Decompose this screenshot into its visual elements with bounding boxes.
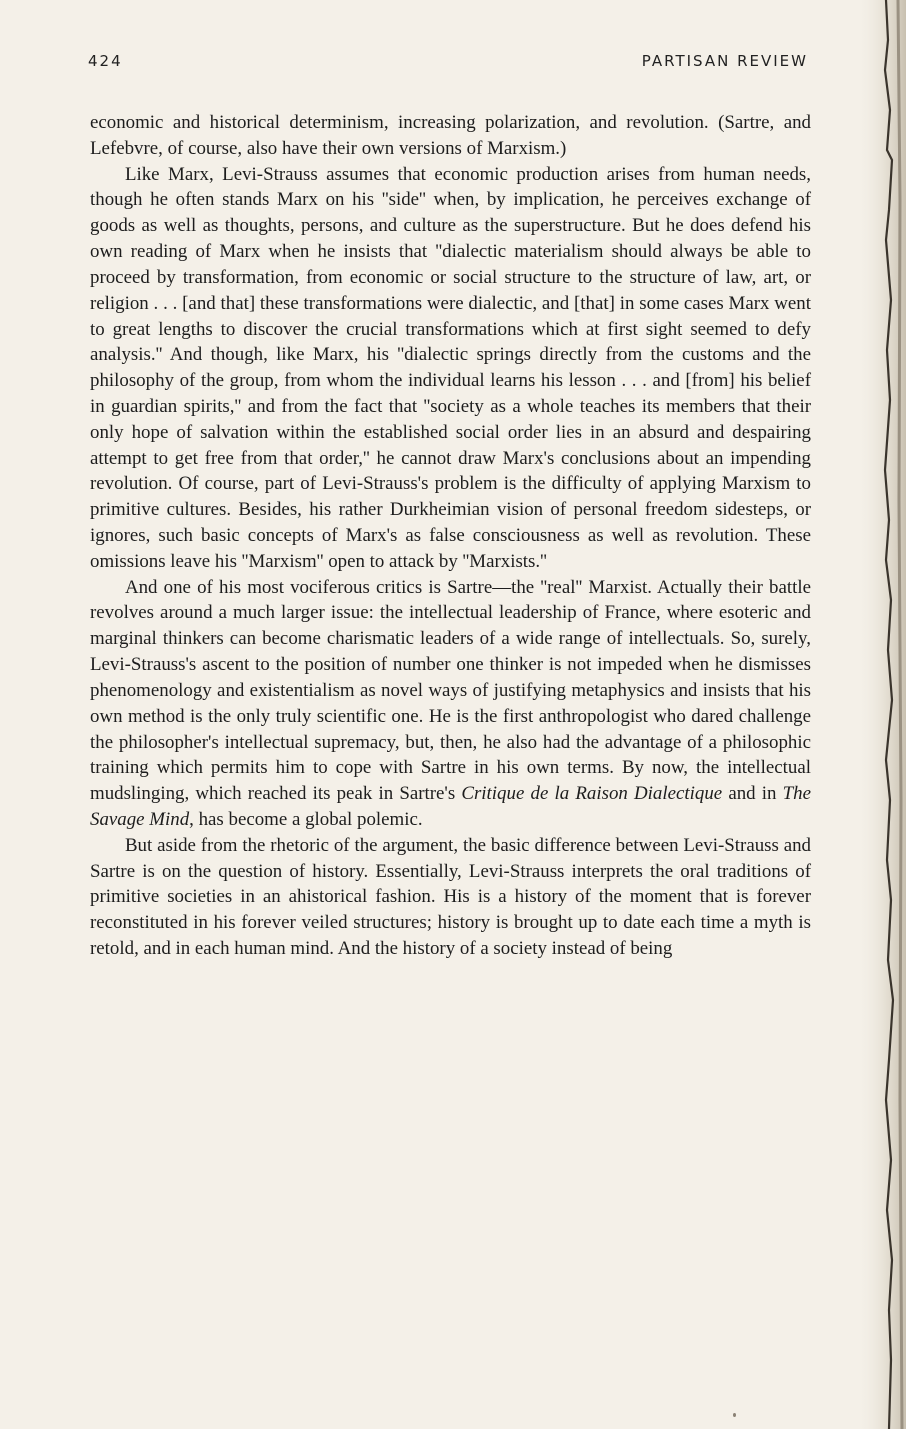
running-head: PARTISAN REVIEW bbox=[641, 52, 808, 70]
paragraph-2: Like Marx, Levi-Strauss assumes that economic production arises from human needs, though he often stands Marx on his ''side'' when, by implication, he perceives exchange of goods as well as thoughts, persons, and culture as the superstructure. But he does defend his own reading of Marx when he insists that ''dialectic materialism should always be able to proceed by transformation, from economic or social structure to the structure of law, art, or religion . . . [and that] these transformations were dialectic, and [that] in some cases Marx went to great lengths to discover the crucial transformations which at first sight seemed to defy analysis.'' And though, like Marx, his ''dialectic springs directly from the customs and the philosophy of the group, from whom the individual learns his lesson . . . and [from] his belief in guardian spirits,'' and from the fact that ''society as a whole teaches its members that their only hope of salvation within the established social order lies in an absurd and despairing attempt to get free from that order,'' he cannot draw Marx's conclusions about an impending revolution. Of course, part of Levi-Strauss's problem is the difficulty of applying Marxism to primitive cultures. Besides, his rather Durkheimian vision of personal freedom sidesteps, or ignores, such basic concepts of Marx's as false consciousness as well as revolution. These omissions leave his ''Marxism'' open to attack by ''Marxists.'' bbox=[90, 163, 811, 572]
book-title-savage-mind: The Savage Mind bbox=[90, 783, 811, 830]
paragraph-3-text-a: And one of his most vociferous critics is Sartre—the ''real'' Marxist. Actually their battle revolves around a much larger issue: the intellectual leadership of France, where esoteric and marginal thinkers can become charismatic leaders of a wide range of intellectuals. So, surely, Levi-Strauss's ascent to the position of number one thinker is not impeded when he dismisses phenomenology and existentialism as novel ways of justifying metaphysics and insists that his own method is the only truly scientific one. He is the first anthropologist who dared challenge the philosopher's intellectual supremacy, but, then, he also had the advantage of a philosophic training which permits him to cope with Sartre in his own terms. By now, the intellectual mudslinging, which reached its peak in Sartre's bbox=[90, 576, 811, 805]
page-binding-edge bbox=[856, 0, 906, 1429]
paper-speck bbox=[733, 1413, 736, 1417]
paragraph-3-text-c: , has become a global polemic. bbox=[189, 808, 423, 830]
paragraph-1: economic and historical determinism, increasing polarization, and revolution. (Sartre, and Lefebvre, of course, also have their own versions of Marxism.) bbox=[90, 112, 811, 159]
paragraph-3 bbox=[90, 575, 811, 833]
paragraph-4: But aside from the rhetoric of the argument, the basic difference between Levi-Strauss and Sartre is on the question of history. Essentially, Levi-Strauss interprets the oral traditions of primitive societies in an ahistorical fashion. His is a history of the moment that is forever reconstituted in his forever veiled structures; history is brought up to date each time a myth is retold, and in each human mind. And the history of a society instead of being bbox=[90, 834, 811, 959]
book-title-critique: Critique de la Raison Dialectique bbox=[461, 783, 723, 805]
page-header bbox=[88, 52, 808, 76]
page-number: 424 bbox=[88, 52, 123, 70]
paragraph-3-text-b: and in bbox=[722, 783, 783, 805]
body-text bbox=[90, 110, 811, 962]
